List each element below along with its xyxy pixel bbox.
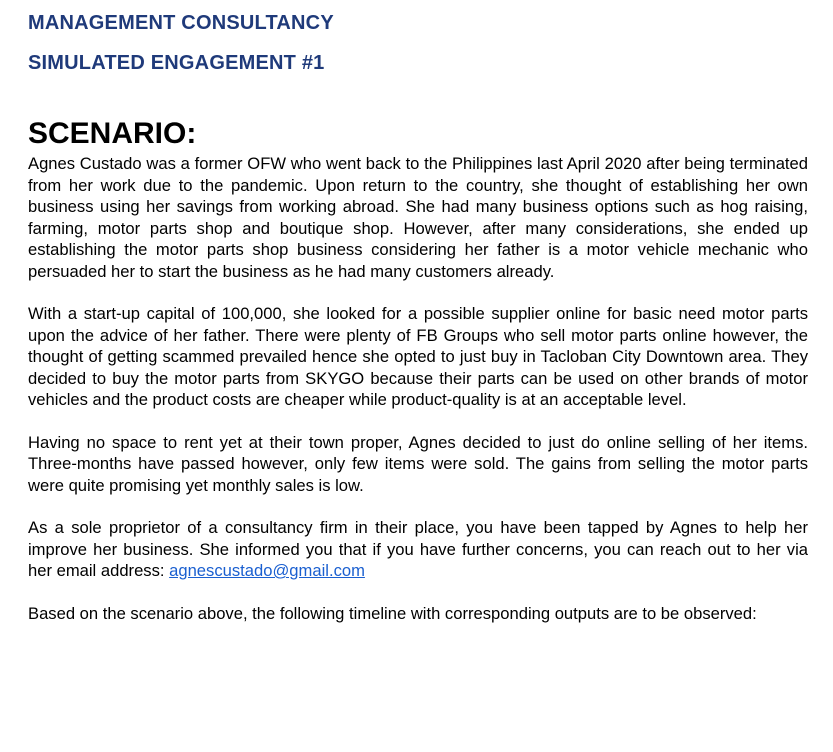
scenario-paragraph-5: Based on the scenario above, the following timeline with corresponding outputs are to be observed: <box>28 603 757 623</box>
scenario-heading: SCENARIO: <box>28 117 197 150</box>
course-title: MANAGEMENT CONSULTANCY <box>28 12 334 34</box>
scenario-paragraph-2: With a start-up capital of 100,000, she looked for a possible supplier online for basic need motor parts upon the advice of her father. There were plenty of FB Groups who sell motor parts online however, the thought of getting scammed prevailed hence she opted to just buy in Tacloban City Downtown area. They decided to buy the motor parts from SKYGO because their parts can be used on other brands of motor vehicles and the product costs are cheaper while product-quality is at an acceptable level. <box>28 304 808 409</box>
scenario-paragraph-3: Having no space to rent yet at their town proper, Agnes decided to just do online selling of her items. Three-months have passed however, only few items were sold. The gains from selling the motor parts were quite promising yet monthly sales is low. <box>28 432 808 495</box>
scenario-paragraph-1: Agnes Custado was a former OFW who went back to the Philippines last April 2020 after being terminated from her work due to the pandemic. Upon return to the country, she thought of establishing her own business using her savings from working abroad. She had many business options such as hog raising, farming, motor parts shop and boutique shop. However, after many considerations, she ended up establishing the motor parts shop business considering her father is a motor vehicle mechanic who persuaded her to start the business as he had many customers already. <box>28 154 808 281</box>
scenario-paragraph-4-text: As a sole proprietor of a consultancy firm in their place, you have been tapped by Agnes to help her improve her business. She informed you that if you have further concerns, you can reach out to her via her email address: <box>28 518 808 580</box>
scenario-paragraph-4 <box>28 517 808 582</box>
engagement-title: SIMULATED ENGAGEMENT #1 <box>28 52 325 74</box>
email-link[interactable]: agnescustado@gmail.com <box>169 561 365 580</box>
